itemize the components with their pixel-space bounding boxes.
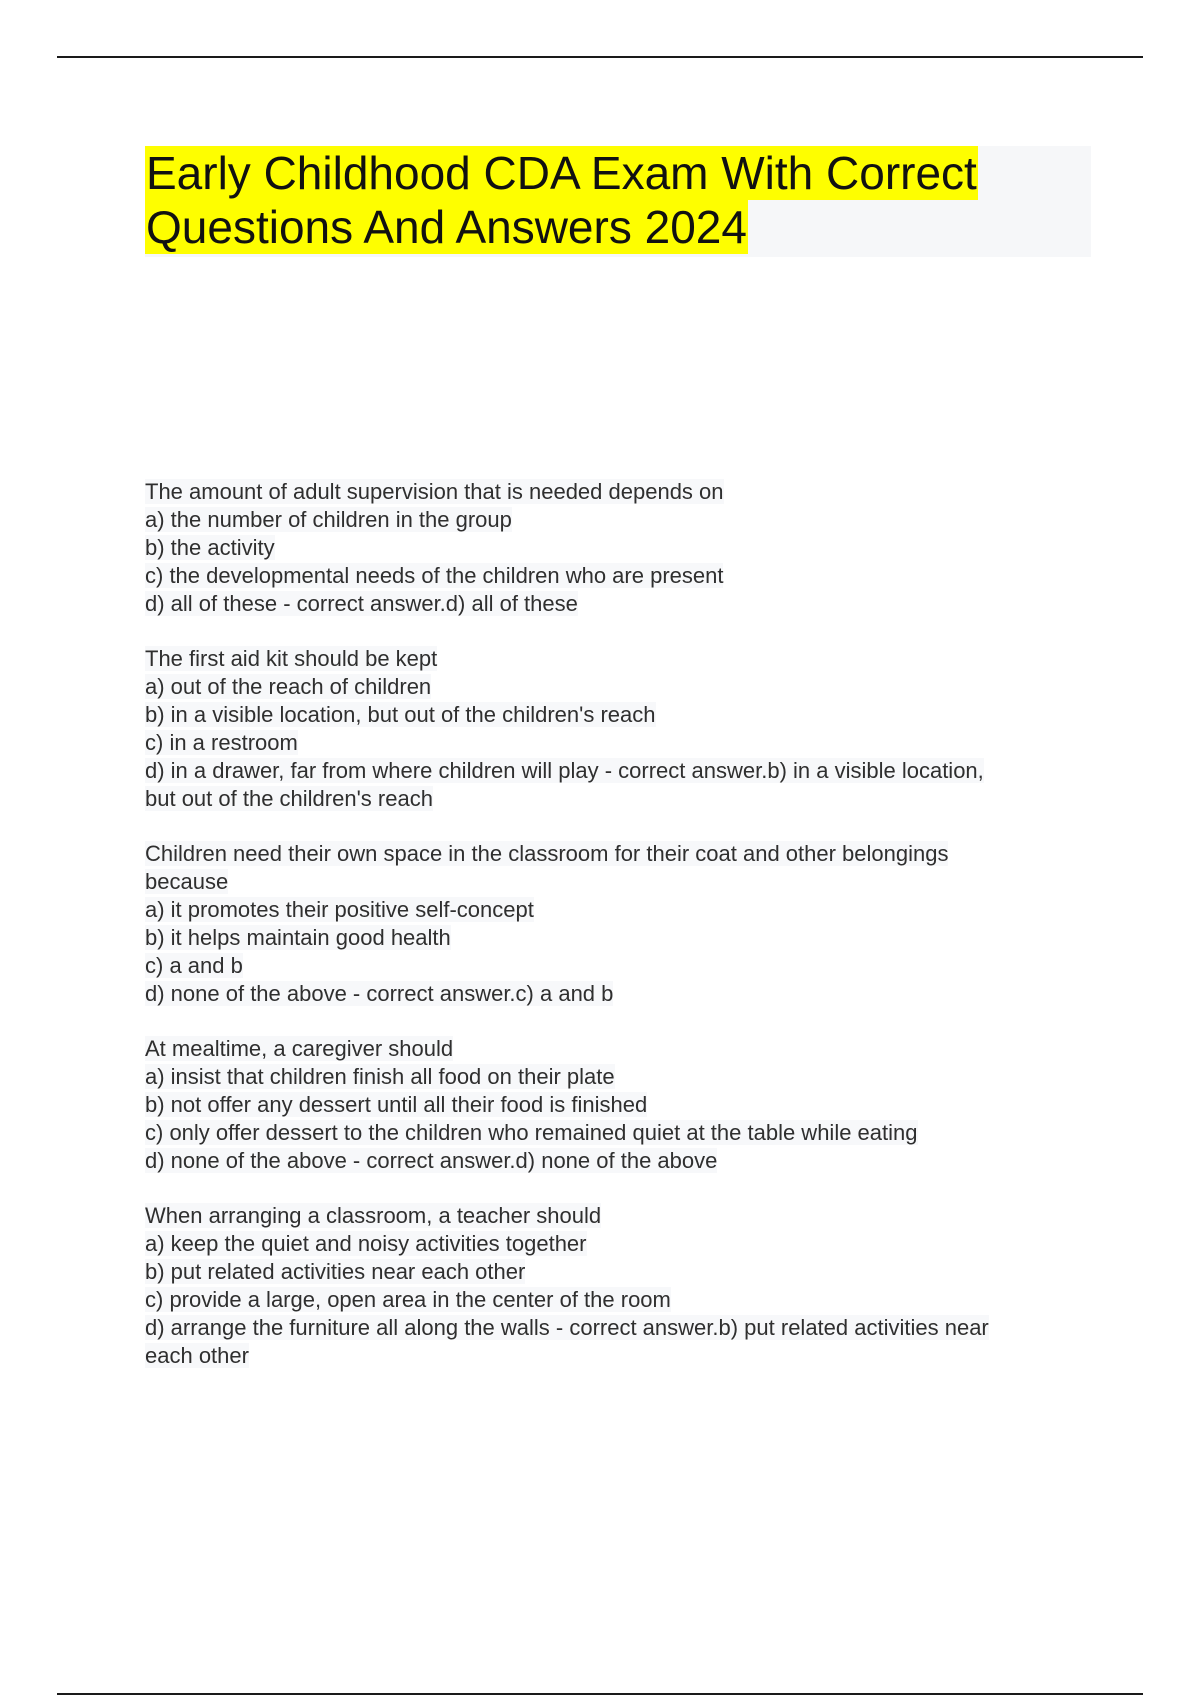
answer-option: a) insist that children finish all food on their plate xyxy=(145,1064,615,1089)
answer-option: b) in a visible location, but out of the children's reach xyxy=(145,702,656,727)
questions-list xyxy=(145,478,1085,1397)
question-text: The first aid kit should be kept xyxy=(145,646,438,671)
answer-option: b) not offer any dessert until all their food is finished xyxy=(145,1092,648,1117)
answer-option: c) in a restroom xyxy=(145,730,298,755)
answer-option: c) the developmental needs of the children who are present xyxy=(145,563,724,588)
answer-option: a) keep the quiet and noisy activities together xyxy=(145,1231,587,1256)
question-text: At mealtime, a caregiver should xyxy=(145,1036,454,1061)
title-block xyxy=(145,146,1091,257)
question-block-4 xyxy=(145,1035,1085,1175)
question-block-3 xyxy=(145,840,1085,1008)
answer-continuation: each other xyxy=(145,1343,249,1368)
question-text: The amount of adult supervision that is needed depends on xyxy=(145,479,724,504)
answer-continuation: but out of the children's reach xyxy=(145,786,433,811)
title-line-2: Questions And Answers 2024 xyxy=(146,201,747,253)
answer-option: b) the activity xyxy=(145,535,275,560)
answer-option: a) out of the reach of children xyxy=(145,674,432,699)
top-divider xyxy=(57,56,1143,58)
question-block-1 xyxy=(145,478,1085,618)
answer-option-with-correct: d) none of the above - correct answer.d) none of the above xyxy=(145,1148,718,1173)
answer-option: c) only offer dessert to the children who remained quiet at the table while eating xyxy=(145,1120,918,1145)
answer-option: b) put related activities near each other xyxy=(145,1259,526,1284)
bottom-divider xyxy=(57,1693,1143,1695)
answer-option: a) it promotes their positive self-concept xyxy=(145,897,534,922)
answer-option-with-correct: d) in a drawer, far from where children will play - correct answer.b) in a visible location, xyxy=(145,758,984,783)
question-block-5 xyxy=(145,1202,1085,1370)
answer-option-with-correct: d) all of these - correct answer.d) all of these xyxy=(145,591,578,616)
question-block-2 xyxy=(145,645,1085,813)
question-text: When arranging a classroom, a teacher should xyxy=(145,1203,602,1228)
answer-option-with-correct: d) arrange the furniture all along the walls - correct answer.b) put related activities near xyxy=(145,1315,989,1340)
document-title xyxy=(145,146,1091,254)
answer-option: b) it helps maintain good health xyxy=(145,925,451,950)
answer-option: c) provide a large, open area in the center of the room xyxy=(145,1287,671,1312)
answer-option: a) the number of children in the group xyxy=(145,507,512,532)
answer-option: c) a and b xyxy=(145,953,243,978)
answer-option-with-correct: d) none of the above - correct answer.c) a and b xyxy=(145,981,614,1006)
question-text: Children need their own space in the classroom for their coat and other belongings xyxy=(145,841,949,866)
title-line-1: Early Childhood CDA Exam With Correct xyxy=(146,147,977,199)
question-continuation: because xyxy=(145,869,229,894)
